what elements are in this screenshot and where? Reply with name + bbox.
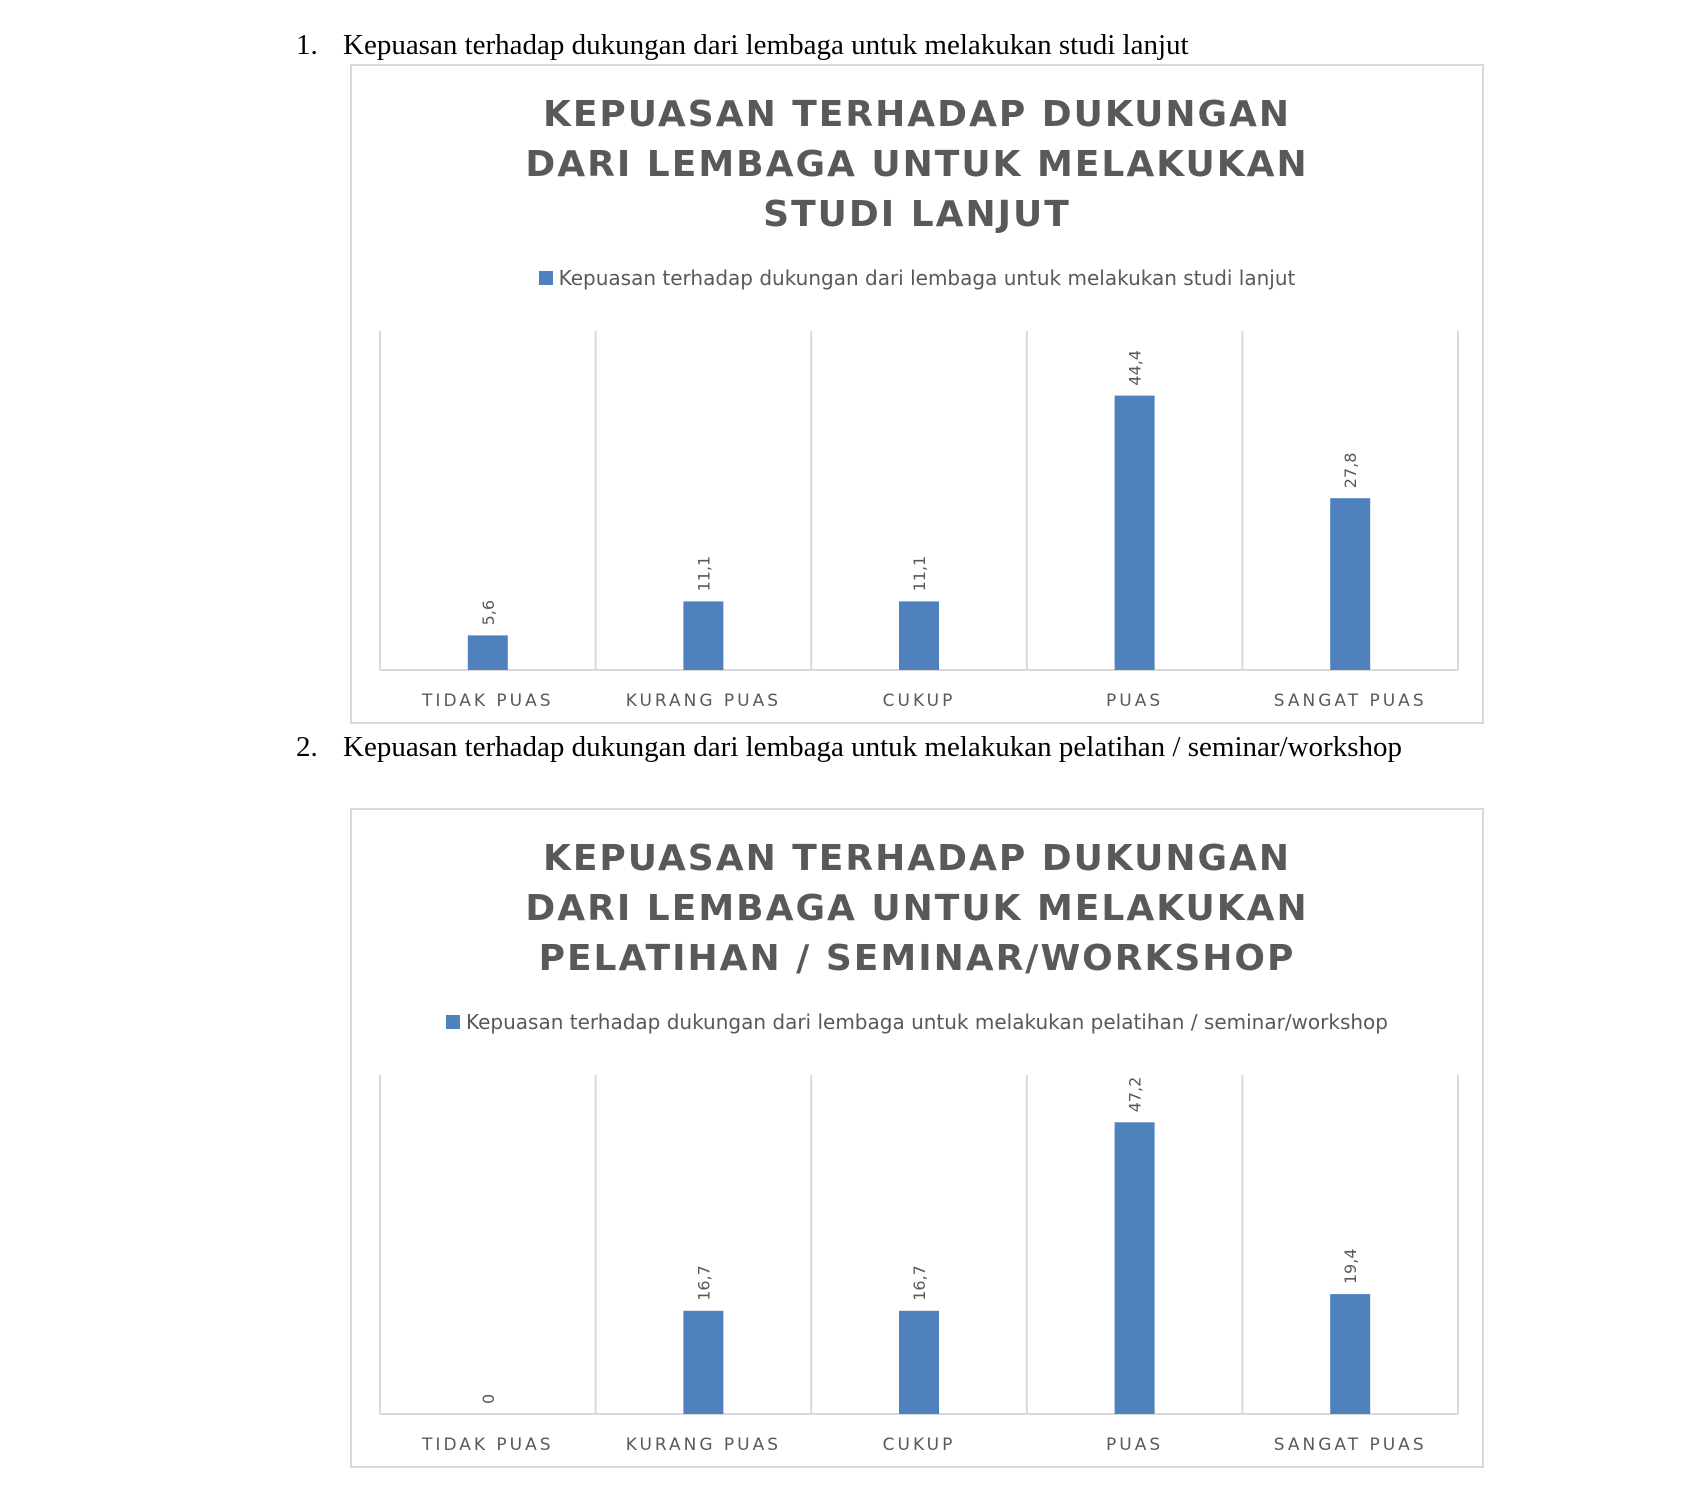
section-1-number: 1. (296, 29, 318, 61)
category-label: TIDAK PUAS (422, 1435, 554, 1455)
category-label: SANGAT PUAS (1273, 1435, 1427, 1455)
bar-puas (1115, 396, 1155, 670)
category-label: PUAS (1106, 1435, 1164, 1455)
category-label: PUAS (1106, 691, 1164, 711)
chart-1-title: KEPUASAN TERHADAP DUKUNGAN DARI LEMBAGA UNTUK MELAKUKAN STUDI LANJUT (525, 94, 1309, 235)
category-label: KURANG PUAS (625, 691, 782, 711)
data-label: 47,2 (1125, 1076, 1145, 1113)
bar-kurang-puas (683, 601, 723, 670)
category-label: CUKUP (882, 691, 956, 711)
data-label: 16,7 (910, 1265, 929, 1301)
data-label: 27,8 (1341, 452, 1361, 489)
chart-2-title: KEPUASAN TERHADAP DUKUNGAN DARI LEMBAGA UNTUK MELAKUKAN PELATIHAN / SEMINAR/WORKSHOP (525, 838, 1309, 979)
section-1-heading-text: Kepuasan terhadap dukungan dari lembaga untuk melakukan studi lanjut (343, 29, 1189, 61)
category-label: KURANG PUAS (625, 1435, 782, 1455)
chart-1-legend-label: Kepuasan terhadap dukungan dari lembaga untuk melakukan studi lanjut (558, 266, 1296, 290)
chart-2 (350, 808, 1484, 1468)
section-2-number: 2. (296, 731, 318, 763)
bar-cukup (899, 601, 939, 670)
category-label: TIDAK PUAS (422, 691, 554, 711)
data-label: 44,4 (1125, 349, 1145, 386)
data-label: 0 (478, 1393, 498, 1404)
bar-sangat-puas (1330, 1294, 1370, 1414)
data-label: 19,4 (1341, 1248, 1361, 1285)
section-2-heading-text: Kepuasan terhadap dukungan dari lembaga untuk melakukan pelatihan / seminar/workshop (343, 731, 1402, 763)
bar-sangat-puas (1330, 498, 1370, 670)
category-label: SANGAT PUAS (1273, 691, 1427, 711)
chart-2-plot (352, 810, 1482, 1466)
data-label: 16,7 (694, 1265, 714, 1301)
bar-puas (1115, 1122, 1155, 1414)
section-2-heading (296, 728, 1476, 808)
category-label: CUKUP (882, 1435, 956, 1455)
chart-2-legend-label: Kepuasan terhadap dukungan dari lembaga untuk melakukan pelatihan / seminar/workshop (465, 1010, 1388, 1034)
bar-cukup (899, 1311, 939, 1414)
chart-1-plot (352, 66, 1482, 722)
chart-1 (350, 64, 1484, 724)
data-label: 11,1 (694, 555, 714, 592)
bar-kurang-puas (683, 1311, 723, 1414)
data-label: 11,1 (910, 555, 929, 592)
data-label: 5,6 (478, 599, 498, 626)
bar-tidak-puas (468, 635, 508, 670)
